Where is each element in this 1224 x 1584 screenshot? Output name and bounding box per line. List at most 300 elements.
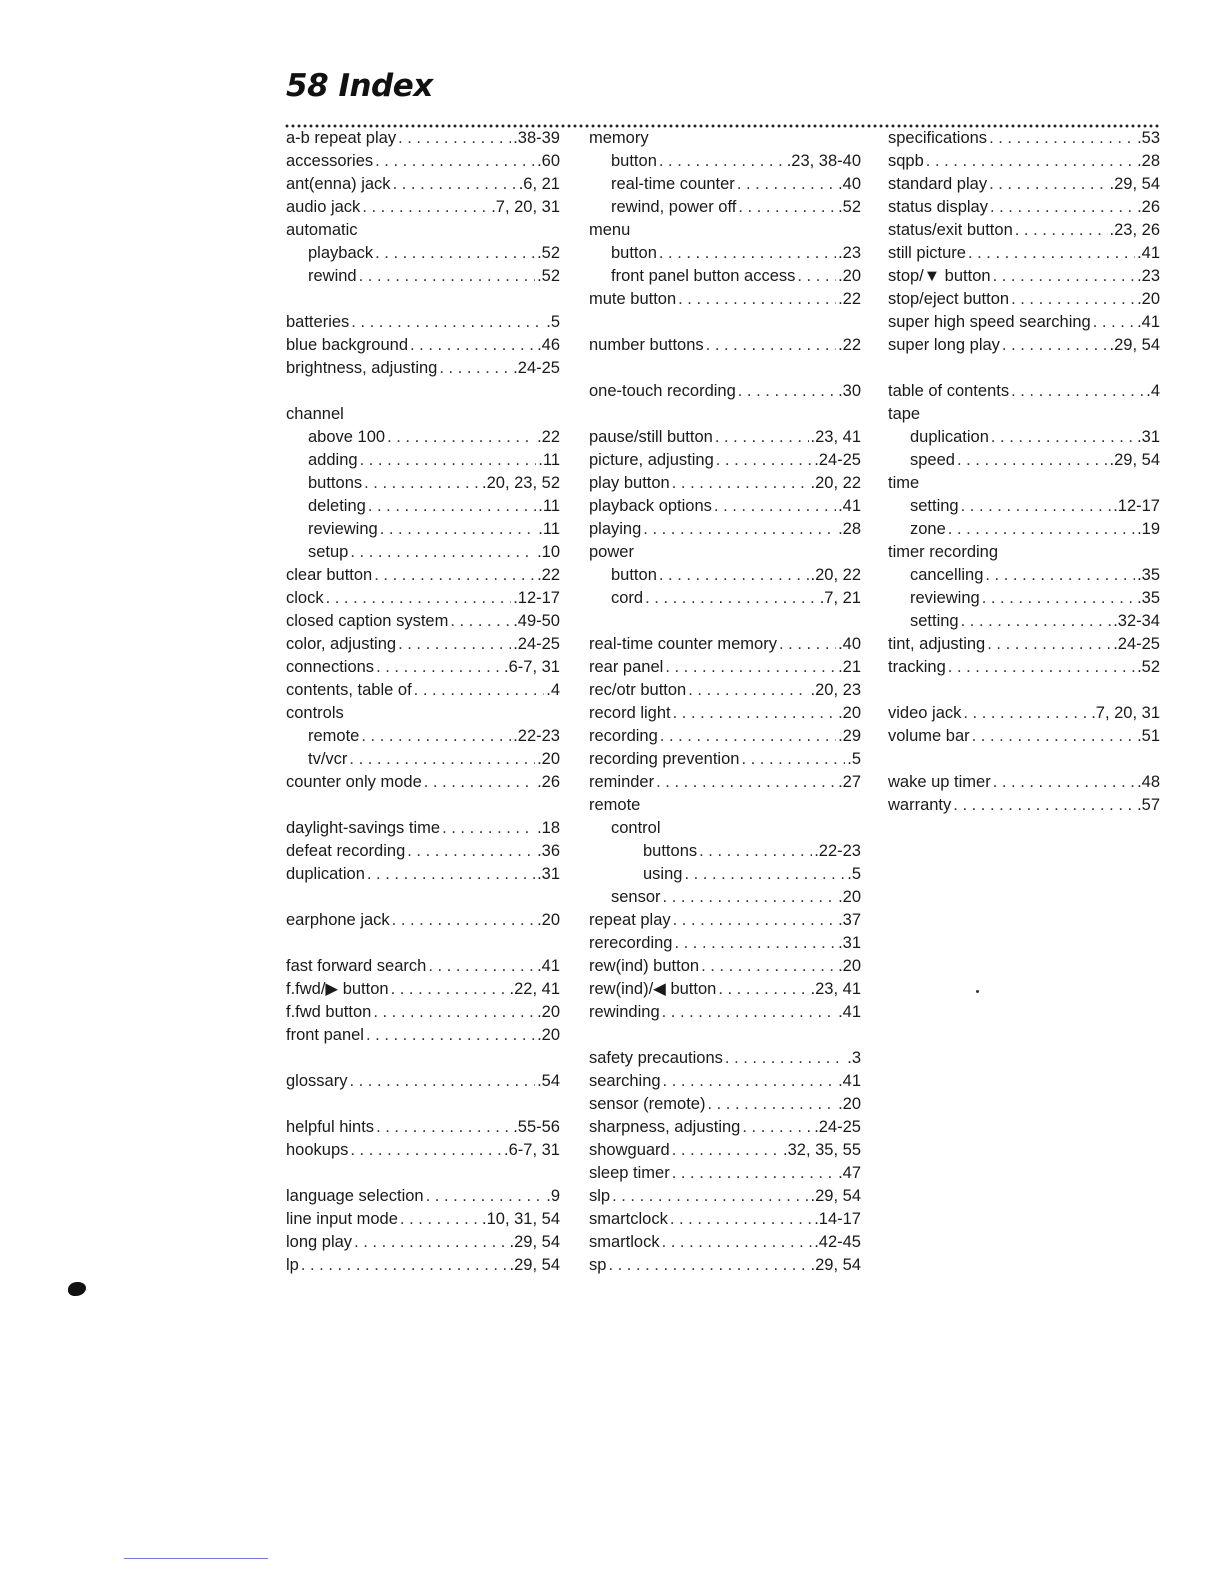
index-entry (589, 725, 861, 748)
index-term: automatic (286, 221, 358, 239)
index-gap (589, 610, 861, 633)
index-pages: .22 (838, 336, 861, 354)
dot-leader (376, 656, 502, 679)
index-pages: .12-17 (513, 589, 560, 607)
dot-leader (1093, 311, 1135, 334)
index-term: sensor (remote) (589, 1095, 706, 1113)
index-entry (888, 794, 1160, 817)
dot-leader (672, 1162, 836, 1185)
dot-leader (673, 909, 836, 932)
index-term: closed caption system (286, 612, 449, 630)
index-term: fast forward search (286, 957, 427, 975)
index-entry (286, 334, 560, 357)
index-term: connections (286, 658, 375, 676)
index-term: a-b repeat play (286, 129, 397, 147)
index-entry (888, 334, 1160, 357)
dot-leader (670, 1208, 812, 1231)
dot-leader (368, 495, 536, 518)
index-term: recording (589, 727, 658, 745)
index-term: language selection (286, 1187, 424, 1205)
index-term: reviewing (910, 589, 980, 607)
index-entry (286, 679, 560, 702)
index-pages: .29, 54 (810, 1256, 861, 1274)
page-title (286, 68, 433, 104)
index-entry (589, 909, 861, 932)
dot-leader (738, 196, 836, 219)
dot-leader (989, 127, 1135, 150)
index-term: reminder (589, 773, 655, 791)
index-term: rerecording (589, 934, 673, 952)
index-term: front panel (286, 1026, 364, 1044)
index-pages: .22 (537, 428, 560, 446)
index-term: zone (910, 520, 946, 538)
index-entry (286, 1231, 560, 1254)
index-pages: .38-39 (513, 129, 560, 147)
index-pages: .5 (546, 313, 560, 331)
dot-leader (957, 449, 1108, 472)
index-term: buttons (643, 842, 698, 860)
index-term: status display (888, 198, 988, 216)
index-entry (589, 1001, 861, 1024)
dot-leader (393, 173, 517, 196)
index-pages: .41 (838, 497, 861, 515)
index-pages: .26 (1137, 198, 1160, 216)
index-pages: .18 (537, 819, 560, 837)
index-term: controls (286, 704, 344, 722)
index-term: sensor (611, 888, 661, 906)
dot-leader (684, 863, 845, 886)
index-term: playing (589, 520, 642, 538)
index-entry (589, 955, 861, 978)
dot-leader (301, 1254, 508, 1277)
index-term: glossary (286, 1072, 348, 1090)
dot-leader (361, 725, 511, 748)
index-pages: .20, 23 (810, 681, 861, 699)
index-term: long play (286, 1233, 353, 1251)
index-pages: .20 (537, 750, 560, 768)
index-entry (589, 702, 861, 725)
dot-leader (349, 748, 535, 771)
index-term: daylight-savings time (286, 819, 441, 837)
index-pages: .23 (838, 244, 861, 262)
index-pages: .20 (838, 704, 861, 722)
index-term: remote (308, 727, 360, 745)
index-pages: .28 (838, 520, 861, 538)
index-entry (589, 1093, 861, 1116)
dot-leader (407, 840, 535, 863)
index-entry (589, 679, 861, 702)
index-entry (888, 449, 1160, 472)
index-term: number buttons (589, 336, 704, 354)
index-entry (589, 771, 861, 794)
dot-leader (948, 518, 1135, 541)
index-term: hookups (286, 1141, 349, 1159)
index-term: showguard (589, 1141, 670, 1159)
index-entry (888, 403, 1160, 426)
index-entry (286, 495, 560, 518)
dot-leader (326, 587, 512, 610)
dot-leader (375, 150, 535, 173)
index-term: repeat play (589, 911, 671, 929)
index-term: batteries (286, 313, 350, 331)
index-pages: .20 (537, 1026, 560, 1044)
index-term: earphone jack (286, 911, 390, 929)
index-entry (286, 150, 560, 173)
ink-blot (68, 1282, 86, 1296)
index-entry (888, 265, 1160, 288)
index-pages: .48 (1137, 773, 1160, 791)
index-pages: .24-25 (1113, 635, 1160, 653)
index-pages: .22 (838, 290, 861, 308)
dot-leader (659, 150, 785, 173)
page-heading: Index (338, 68, 433, 104)
index-entry (888, 771, 1160, 794)
index-entry (589, 863, 861, 886)
index-entry (589, 1070, 861, 1093)
index-gap (286, 1093, 560, 1116)
index-term: tint, adjusting (888, 635, 986, 653)
index-term: rewinding (589, 1003, 660, 1021)
index-entry (888, 610, 1160, 633)
index-entry (888, 495, 1160, 518)
index-entry (589, 265, 861, 288)
index-gap (589, 357, 861, 380)
index-entry (286, 725, 560, 748)
dot-leader (659, 564, 809, 587)
index-pages: .31 (1137, 428, 1160, 446)
dot-leader (663, 886, 837, 909)
index-gap (888, 357, 1160, 380)
index-pages: .20 (838, 1095, 861, 1113)
index-term: defeat recording (286, 842, 406, 860)
dot-leader (442, 817, 535, 840)
index-term: picture, adjusting (589, 451, 714, 469)
index-entry (589, 1139, 861, 1162)
index-pages: .49-50 (513, 612, 560, 630)
dot-leader (1002, 334, 1108, 357)
index-entry (286, 771, 560, 794)
index-entry (286, 863, 560, 886)
dot-leader (963, 702, 1089, 725)
index-term: menu (589, 221, 631, 239)
index-pages: .52 (537, 244, 560, 262)
dot-leader (439, 357, 511, 380)
dot-leader (350, 541, 535, 564)
index-term: searching (589, 1072, 661, 1090)
dot-leader (985, 564, 1135, 587)
index-term: accessories (286, 152, 374, 170)
dot-leader (987, 633, 1111, 656)
index-term: ant(enna) jack (286, 175, 391, 193)
index-pages: .26 (537, 773, 560, 791)
index-pages: .11 (538, 451, 560, 469)
index-term: tape (888, 405, 921, 423)
index-term: super high speed searching (888, 313, 1091, 331)
index-entry (589, 242, 861, 265)
index-entry (589, 472, 861, 495)
index-pages: .40 (838, 635, 861, 653)
index-entry (286, 1254, 560, 1277)
index-pages: .23 (1137, 267, 1160, 285)
dot-leader (725, 1047, 845, 1070)
index-entry (589, 334, 861, 357)
dot-leader (414, 679, 545, 702)
index-entry (888, 518, 1160, 541)
index-entry (286, 541, 560, 564)
index-term: channel (286, 405, 344, 423)
index-term: stop/eject button (888, 290, 1010, 308)
index-term: standard play (888, 175, 988, 193)
index-pages: .20 (1137, 290, 1160, 308)
index-entry (286, 817, 560, 840)
index-entry (286, 840, 560, 863)
dot-leader (982, 587, 1135, 610)
index-gap (286, 932, 560, 955)
dot-leader (797, 265, 836, 288)
index-pages: .20 (838, 888, 861, 906)
dot-leader (673, 702, 836, 725)
index-term: memory (589, 129, 649, 147)
index-pages: .29, 54 (1109, 336, 1160, 354)
index-entry (888, 725, 1160, 748)
index-term: still picture (888, 244, 966, 262)
dot-leader (715, 426, 809, 449)
dot-leader (376, 1116, 511, 1139)
index-entry (589, 518, 861, 541)
dot-leader (410, 334, 535, 357)
dot-leader (926, 150, 1135, 173)
index-pages: .14-17 (814, 1210, 861, 1228)
index-term: rear panel (589, 658, 664, 676)
index-pages: .11 (538, 497, 560, 515)
dot-leader (645, 587, 818, 610)
dot-leader (656, 771, 836, 794)
index-entry (286, 1070, 560, 1093)
index-term: audio jack (286, 198, 361, 216)
index-pages: .47 (838, 1164, 861, 1182)
index-pages: .24-25 (814, 1118, 861, 1136)
index-term: one-touch recording (589, 382, 736, 400)
dot-leader (718, 978, 808, 1001)
index-term: front panel button access (611, 267, 796, 285)
dot-leader (948, 656, 1135, 679)
index-pages: .20 (537, 1003, 560, 1021)
dot-leader (678, 288, 836, 311)
index-entry (589, 150, 861, 173)
index-pages: .11 (538, 520, 560, 538)
dot-leader (714, 495, 836, 518)
index-entry (286, 265, 560, 288)
index-pages: .35 (1137, 566, 1160, 584)
index-term: volume bar (888, 727, 970, 745)
dot-leader (961, 610, 1112, 633)
index-pages: .6-7, 31 (504, 1141, 560, 1159)
index-term: cancelling (910, 566, 984, 584)
index-pages: .5 (847, 865, 861, 883)
index-pages: .24-25 (513, 635, 560, 653)
index-term: button (611, 566, 657, 584)
index-term: button (611, 244, 657, 262)
index-pages: .20, 22 (810, 474, 861, 492)
index-term: helpful hints (286, 1118, 375, 1136)
index-term: speed (910, 451, 955, 469)
index-entry (286, 311, 560, 334)
dot-leader (398, 127, 511, 150)
index-pages: .27 (838, 773, 861, 791)
index-entry (888, 196, 1160, 219)
index-pages: .23, 26 (1109, 221, 1160, 239)
index-term: sharpness, adjusting (589, 1118, 741, 1136)
dot-leader (387, 426, 535, 449)
index-term: playback options (589, 497, 712, 515)
dot-leader (608, 1254, 808, 1277)
dot-leader (359, 265, 535, 288)
dot-leader (662, 1001, 836, 1024)
dot-leader (367, 863, 535, 886)
index-pages: .20 (838, 957, 861, 975)
index-entry (589, 1185, 861, 1208)
index-pages: .4 (1146, 382, 1160, 400)
index-term: buttons (308, 474, 363, 492)
dot-leader (375, 242, 535, 265)
index-term: setting (910, 612, 959, 630)
index-pages: .37 (838, 911, 861, 929)
index-pages: .31 (537, 865, 560, 883)
index-pages: .21 (838, 658, 861, 676)
index-term: status/exit button (888, 221, 1013, 239)
index-pages: .31 (838, 934, 861, 952)
index-gap (286, 886, 560, 909)
index-term: control (611, 819, 661, 837)
index-term: rewind, power off (611, 198, 737, 216)
index-term: sp (589, 1256, 607, 1274)
dot-leader (672, 472, 809, 495)
index-entry (888, 127, 1160, 150)
index-entry (888, 656, 1160, 679)
dot-leader (1011, 288, 1135, 311)
index-gap (888, 679, 1160, 702)
index-term: setup (308, 543, 349, 561)
index-entry (286, 1116, 560, 1139)
index-entry (589, 1047, 861, 1070)
index-pages: .20 (537, 911, 560, 929)
index-pages: .7, 20, 31 (1091, 704, 1160, 722)
index-entry (589, 495, 861, 518)
index-pages: .57 (1137, 796, 1160, 814)
dot-leader (400, 1208, 480, 1231)
dot-leader (968, 242, 1135, 265)
index-entry (286, 748, 560, 771)
index-pages: .29, 54 (509, 1233, 560, 1251)
index-entry (589, 840, 861, 863)
index-term: recording prevention (589, 750, 740, 768)
index-term: remote (589, 796, 641, 814)
index-entry (888, 242, 1160, 265)
index-pages: .23, 41 (810, 428, 861, 446)
index-entry (888, 219, 1160, 242)
index-entry (589, 1231, 861, 1254)
dot-leader (953, 794, 1135, 817)
index-entry (286, 173, 560, 196)
index-entry (589, 288, 861, 311)
index-entry (286, 1139, 560, 1162)
index-gap (286, 1162, 560, 1185)
dot-leader (672, 1139, 781, 1162)
dot-leader (991, 426, 1135, 449)
index-term: duplication (910, 428, 989, 446)
dot-leader (660, 725, 836, 748)
index-gap (286, 380, 560, 403)
dot-leader (699, 840, 812, 863)
index-term: f.fwd/▶ button (286, 980, 389, 998)
index-term: specifications (888, 129, 988, 147)
index-entry (888, 587, 1160, 610)
index-pages: .4 (546, 681, 560, 699)
index-entry (589, 978, 861, 1001)
index-entry (589, 173, 861, 196)
index-entry (286, 242, 560, 265)
index-pages: .3 (847, 1049, 861, 1067)
index-term: timer recording (888, 543, 999, 561)
index-pages: .10, 31, 54 (482, 1210, 560, 1228)
index-pages: .6-7, 31 (504, 658, 560, 676)
index-term: adding (308, 451, 358, 469)
index-pages: .29, 54 (1109, 451, 1160, 469)
index-term: setting (910, 497, 959, 515)
index-pages: .22 (537, 566, 560, 584)
dot-leader (742, 1116, 812, 1139)
index-term: super long play (888, 336, 1000, 354)
index-entry (589, 196, 861, 219)
index-term: play button (589, 474, 670, 492)
index-term: clock (286, 589, 324, 607)
dot-leader (373, 1001, 535, 1024)
index-entry (888, 426, 1160, 449)
index-pages: .60 (537, 152, 560, 170)
index-column-3 (888, 127, 1160, 817)
index-term: table of contents (888, 382, 1010, 400)
index-entry (589, 219, 861, 242)
dot-leader (349, 1070, 535, 1093)
index-entry (888, 564, 1160, 587)
index-term: sleep timer (589, 1164, 670, 1182)
index-gap (286, 1047, 560, 1070)
index-term: video jack (888, 704, 962, 722)
index-pages: .40 (838, 175, 861, 193)
index-gap (589, 403, 861, 426)
index-pages: .42-45 (814, 1233, 861, 1251)
index-entry (286, 219, 560, 242)
index-term: slp (589, 1187, 611, 1205)
dot-leader (362, 196, 489, 219)
index-entry (888, 311, 1160, 334)
index-pages: .19 (1137, 520, 1160, 538)
index-term: sqpb (888, 152, 924, 170)
index-term: counter only mode (286, 773, 422, 791)
index-term: warranty (888, 796, 952, 814)
dot-leader (737, 173, 836, 196)
index-entry (286, 357, 560, 380)
dot-leader (426, 1185, 545, 1208)
index-pages: .24-25 (513, 359, 560, 377)
dot-leader (391, 978, 508, 1001)
index-term: playback (308, 244, 374, 262)
index-pages: .36 (537, 842, 560, 860)
index-entry (286, 196, 560, 219)
index-pages: .22, 41 (509, 980, 560, 998)
dot-leader (428, 955, 535, 978)
index-entry (888, 380, 1160, 403)
